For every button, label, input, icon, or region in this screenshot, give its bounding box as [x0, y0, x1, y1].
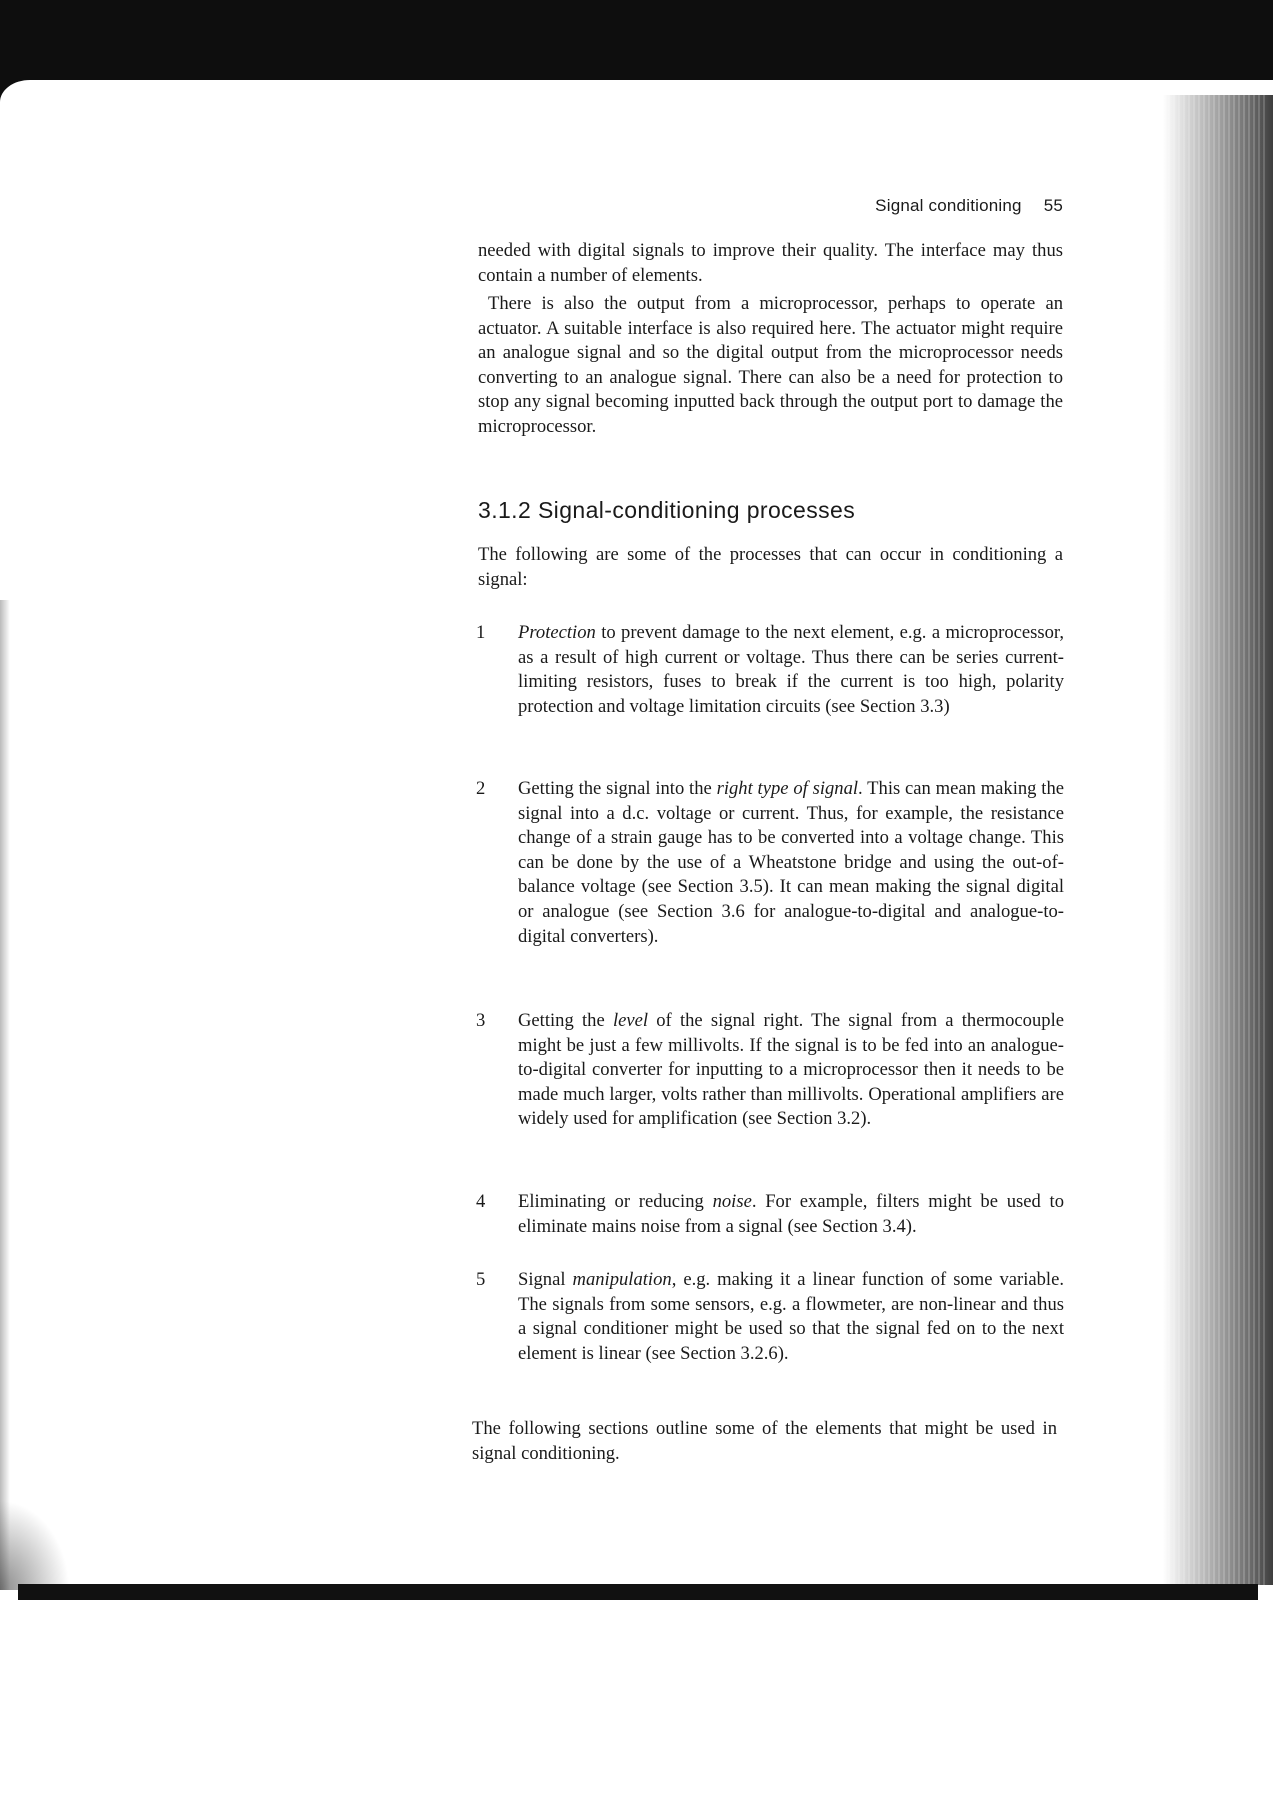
list-body [518, 1009, 1064, 1132]
list-lead: Signal [518, 1269, 573, 1290]
closing-paragraph: The following sections outline some of the elements that might be used in signal conditioning. [472, 1418, 1057, 1464]
scan-corner-shadow [0, 1500, 70, 1590]
paragraph-output-interface: There is also the output from a microprocessor, perhaps to operate an actuator. A suitable interface is also required here. The actuator might require an analogue signal and so the digital output from the microprocessor needs converting to an analogue signal. There can also be a need for protection to stop any signal becoming inputted back through the output port to damage the microprocessor. [478, 293, 1063, 437]
list-body [518, 1268, 1064, 1366]
book-spine-texture [1165, 95, 1265, 1585]
section-intro: The following are some of the processes that can occur in conditioning a signal: [478, 544, 1063, 590]
list-emphasis: noise [712, 1191, 752, 1212]
scan-bottom-border [18, 1584, 1258, 1600]
list-rest: , e.g. making it a linear function of some variable. The signals from some sensors, e.g. a flowmeter, are non-linear and thus a signal conditioner might be used so that the signal fed on to the next element is linear (see Section 3.2.6). [518, 1269, 1064, 1364]
list-rest: . This can mean making the signal into a d.c. voltage or current. Thus, for example, the resistance change of a strain gauge has to be converted into a voltage change. This can be done by the use of a Wheatstone bridge and using the out-of-balance voltage (see Section 3.5). It can mean making the signal digital or analogue (see Section 3.6 for analogue-to-digital and analogue-to-digital converters). [518, 778, 1064, 947]
running-title: Signal conditioning [875, 196, 1022, 215]
list-emphasis: manipulation [572, 1269, 672, 1290]
list-number: 4 [476, 1191, 486, 1212]
list-number: 5 [476, 1269, 486, 1290]
list-lead: Eliminating or reducing [518, 1191, 713, 1212]
section-heading: 3.1.2 Signal-conditioning processes [478, 497, 856, 523]
list-rest: . For example, filters might be used to eliminate mains noise from a signal (see Section 3.4). [518, 1191, 1064, 1237]
running-head [478, 196, 1063, 216]
list-number: 3 [476, 1010, 486, 1031]
list-body [518, 1190, 1064, 1239]
scan-left-shadow [0, 600, 10, 1590]
list-lead: Getting the [518, 1010, 613, 1031]
list-number: 1 [476, 622, 486, 643]
page-number: 55 [1043, 196, 1063, 215]
list-rest: of the signal right. The signal from a thermocouple might be just a few millivolts. If the signal is to be fed into an analogue-to-digital converter for inputting to a microprocessor then it needs to be made much larger, volts rather than millivolts. Operational amplifiers are widely used for amplification (see Section 3.2). [518, 1010, 1064, 1130]
page-top-edge [0, 80, 1273, 140]
list-emphasis: Protection [518, 622, 596, 643]
list-emphasis: level [612, 1010, 649, 1031]
list-lead: Getting the signal into the [518, 778, 717, 799]
paragraph-continuation: needed with digital signals to improve their quality. The interface may thus contain a number of elements. [478, 240, 1063, 286]
list-body [518, 621, 1064, 719]
list-number: 2 [476, 778, 486, 799]
list-rest: to prevent damage to the next element, e.g. a microprocessor, as a result of high current or voltage. Thus there can be series current-limiting resistors, fuses to break if the current is too high, polarity protection and voltage limitation circuits (see Section 3.3) [518, 622, 1064, 717]
list-emphasis: right type of signal [716, 778, 859, 799]
list-body [518, 777, 1064, 949]
